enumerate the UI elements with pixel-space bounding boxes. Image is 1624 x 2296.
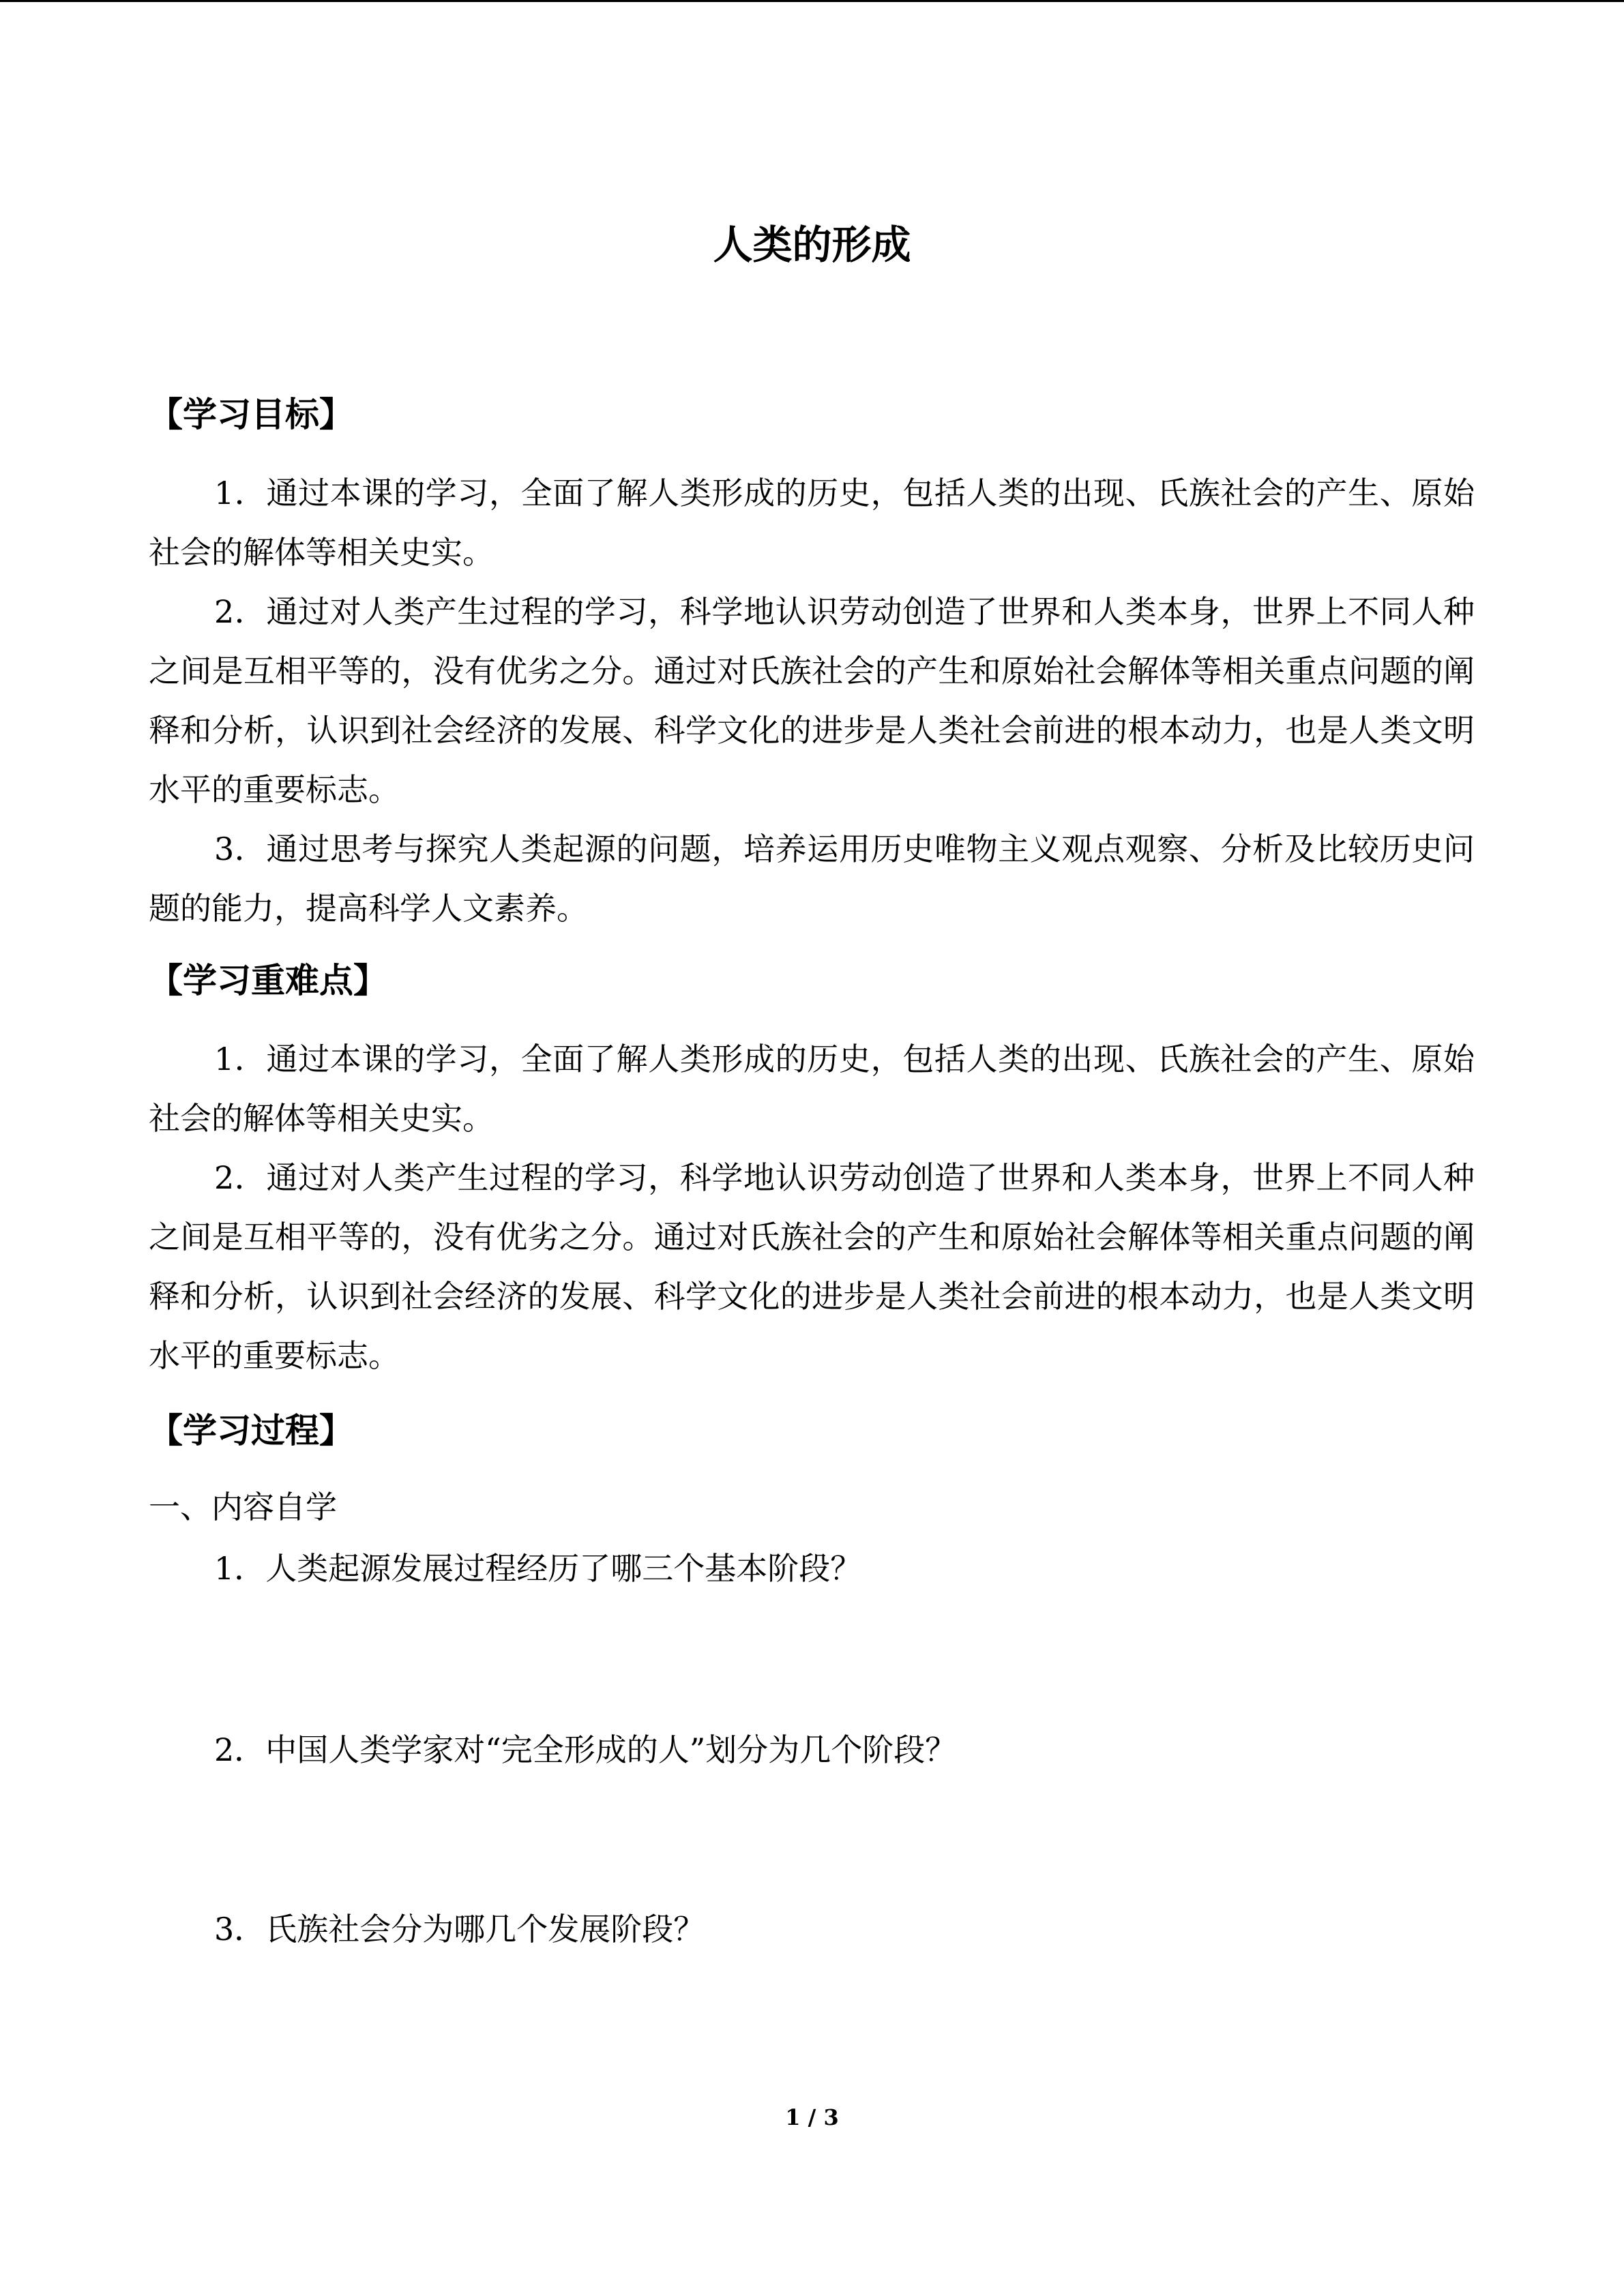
- question-1: 1．人类起源发展过程经历了哪三个基本阶段？: [214, 1550, 862, 1587]
- heading-objectives: 【学习目标】: [149, 395, 353, 434]
- page-title: 人类的形成: [713, 222, 911, 268]
- heading-key-points: 【学习重难点】: [149, 961, 387, 1000]
- page-number: 1 / 3: [785, 2104, 839, 2130]
- question-2: 2．中国人类学家对“完全形成的人”划分为几个阶段？: [214, 1731, 957, 1768]
- top-border-line: [0, 0, 1624, 2]
- objectives-paragraph-2: 2．通过对人类产生过程的学习，科学地认识劳动创造了世界和人类本身，世界上不同人种之间是互相平等的，没有优劣之分。通过对氏族社会的产生和原始社会解体等相关重点问题的阐释和分析，认识到社会经济的发展、科学文化的进步是人类社会前进的根本动力，也是人类文明水平的重要标志。: [149, 593, 1475, 808]
- heading-process: 【学习过程】: [149, 1411, 353, 1450]
- question-3: 3．氏族社会分为哪几个发展阶段？: [214, 1911, 705, 1948]
- process-subheading: 一、内容自学: [149, 1489, 337, 1525]
- objectives-paragraph-1: 1．通过本课的学习，全面了解人类形成的历史，包括人类的出现、氏族社会的产生、原始社会的解体等相关史实。: [149, 475, 1475, 571]
- key-points-paragraph-1: 1．通过本课的学习，全面了解人类形成的历史，包括人类的出现、氏族社会的产生、原始社会的解体等相关史实。: [149, 1041, 1475, 1137]
- key-points-paragraph-2: 2．通过对人类产生过程的学习，科学地认识劳动创造了世界和人类本身，世界上不同人种之间是互相平等的，没有优劣之分。通过对氏族社会的产生和原始社会解体等相关重点问题的阐释和分析，认识到社会经济的发展、科学文化的进步是人类社会前进的根本动力，也是人类文明水平的重要标志。: [149, 1159, 1475, 1374]
- objectives-paragraph-3: 3．通过思考与探究人类起源的问题，培养运用历史唯物主义观点观察、分析及比较历史问题的能力，提高科学人文素养。: [149, 831, 1475, 927]
